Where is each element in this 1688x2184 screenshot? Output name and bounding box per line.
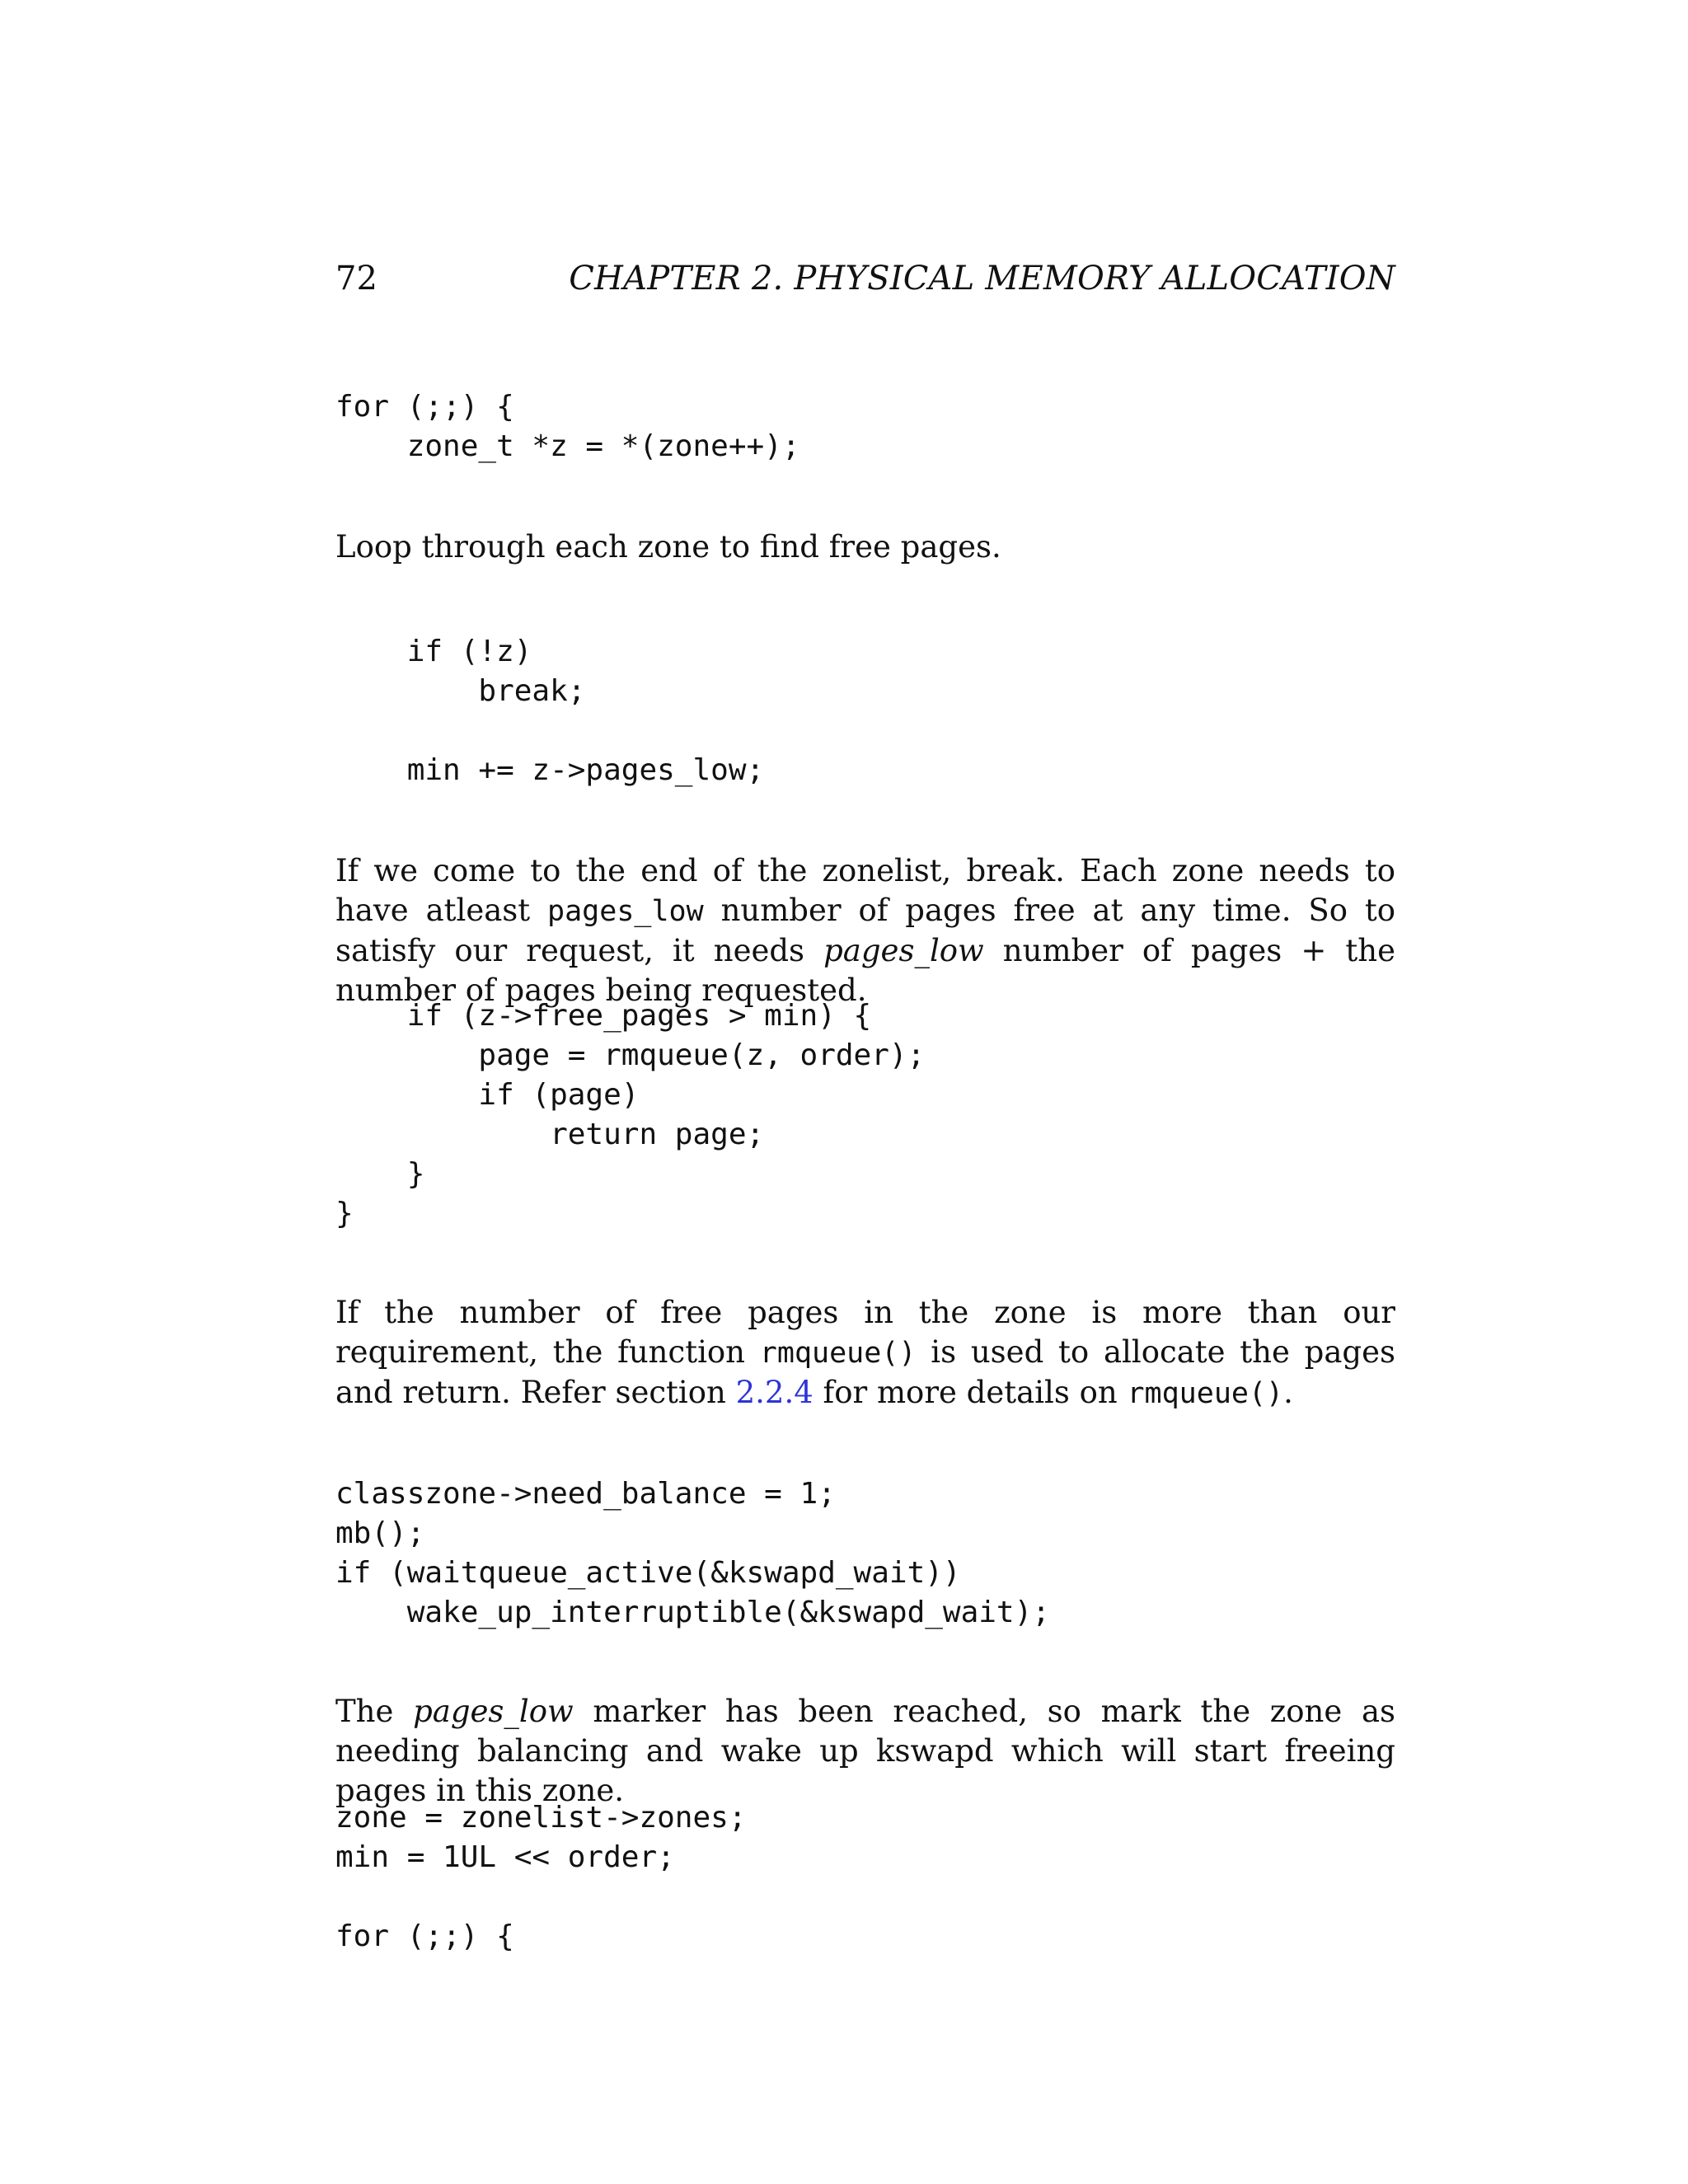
section-reference-link[interactable]: 2.2.4 (735, 1375, 814, 1410)
inline-code-rmqueue: rmqueue() (759, 1337, 917, 1370)
code-block-break-check: if (!z) break; min += z->pages_low; (406, 635, 765, 787)
text-fragment: number of pages free at any time. So to satisfy our request, it needs (335, 893, 1395, 968)
text-fragment: . (1283, 1375, 1293, 1410)
paragraph-balancing-explanation (335, 1692, 1395, 1811)
page-number: 72 (335, 260, 377, 298)
text-fragment: If we come to the end of the zonelist, break. Each zone needs to have atleast (335, 853, 1395, 928)
inline-code-rmqueue: rmqueue() (1127, 1377, 1284, 1410)
text-fragment: for more details on (813, 1375, 1128, 1410)
code-block-second-loop-start: zone = zonelist->zones; min = 1UL << order; for (;;) { (335, 1801, 747, 1953)
running-header-title: CHAPTER 2. PHYSICAL MEMORY ALLOCATION (569, 260, 1395, 298)
text-fragment: If the number of free pages in the zone is more than our requirement, the function (335, 1295, 1395, 1370)
italic-term-pages-low: pages_low (823, 933, 984, 968)
code-block-zone-loop: for (;;) { zone_t *z = *(zone++); (335, 390, 800, 463)
paragraph-loop-description: Loop through each zone to find free pages. (335, 529, 1001, 565)
text-fragment: marker has been reached, so mark the zone as needing balancing and wake up kswapd which will start freeing pages in this zone. (335, 1694, 1396, 1808)
text-fragment: is used to allocate the pages and return. Refer section (335, 1334, 1395, 1410)
paragraph-rmqueue-explanation (335, 1293, 1395, 1413)
text-fragment: number of pages + the number of pages being requested. (335, 933, 1395, 1008)
italic-term-pages-low: pages_low (413, 1694, 574, 1729)
paragraph-pages-low-explanation (335, 851, 1395, 1010)
text-fragment: The (335, 1694, 414, 1729)
code-block-free-pages-check: if (z->free_pages > min) { page = rmqueue(z, order); if (page) return page; } } (335, 999, 926, 1230)
code-block-wakeup-kswapd: classzone->need_balance = 1; mb(); if (waitqueue_active(&kswapd_wait)) wake_up_interruptible(&kswapd_wait); (335, 1477, 1050, 1629)
page-header (335, 254, 1395, 303)
inline-code-pages-low: pages_low (547, 895, 704, 928)
